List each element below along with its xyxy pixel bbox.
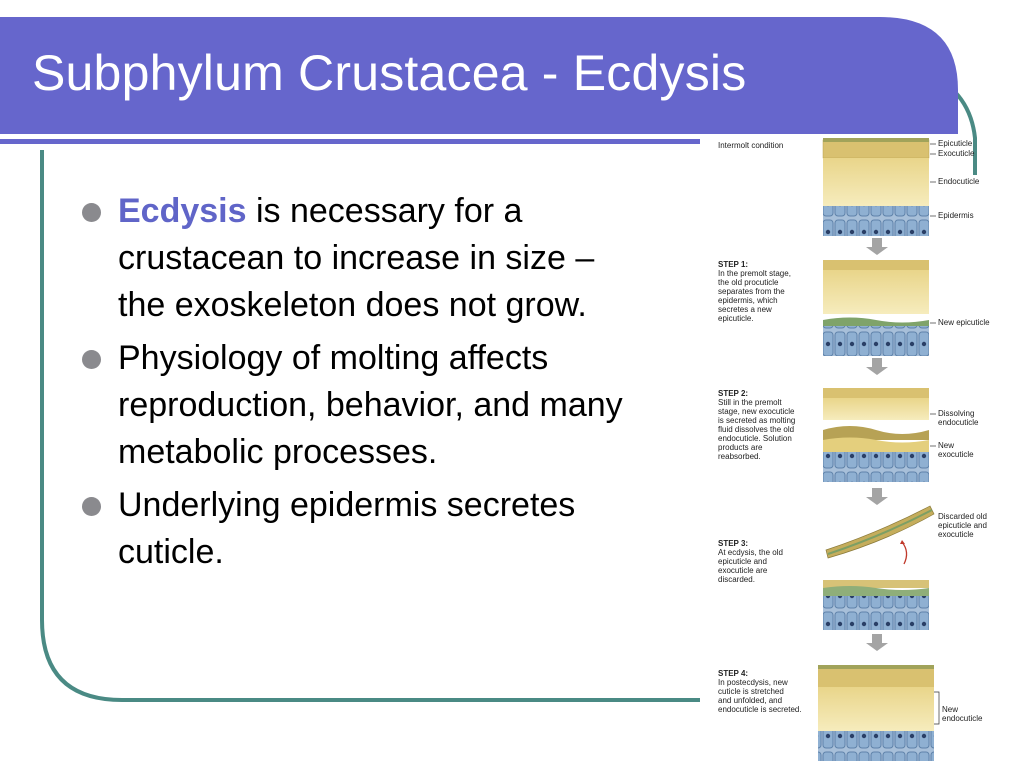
label-new-exocuticle: New exocuticle bbox=[938, 441, 974, 459]
arrow-down-icon bbox=[866, 358, 888, 375]
step4-line: endocuticle is secreted. bbox=[718, 705, 802, 714]
label-epidermis: Epidermis bbox=[938, 211, 974, 220]
step2-line: is secreted as molting bbox=[718, 416, 796, 425]
bullet-icon bbox=[82, 203, 101, 222]
title-bar-underline bbox=[0, 139, 700, 144]
arrow-down-icon bbox=[866, 238, 888, 255]
epidermis-layer bbox=[823, 206, 929, 236]
step4-section bbox=[718, 665, 983, 761]
bullet-text: Underlying epidermis secretes cuticle. bbox=[118, 486, 576, 571]
endocuticle-layer bbox=[823, 158, 929, 206]
arrow-down-icon bbox=[866, 634, 888, 651]
bullet-item bbox=[80, 482, 650, 576]
intermolt-section bbox=[718, 138, 980, 236]
step4-heading: STEP 4: bbox=[718, 669, 749, 678]
label-dissolving-endocuticle: Dissolving endocuticle bbox=[938, 409, 979, 427]
bullet-item bbox=[80, 188, 650, 329]
step1-line: epicuticle. bbox=[718, 314, 754, 323]
step1-line: In the premolt stage, bbox=[718, 269, 791, 278]
bullet-icon bbox=[82, 497, 101, 516]
step1-line: separates from the bbox=[718, 287, 785, 296]
step1-line: epidermis, which bbox=[718, 296, 778, 305]
bullet-icon bbox=[82, 350, 101, 369]
step4-line: and unfolded, and bbox=[718, 696, 783, 705]
label-epicuticle: Epicuticle bbox=[938, 139, 973, 148]
step4-line: cuticle is stretched bbox=[718, 687, 784, 696]
step3-line: epicuticle and bbox=[718, 557, 767, 566]
label-new-epicuticle: New epicuticle bbox=[938, 318, 990, 327]
step3-line: discarded. bbox=[718, 575, 755, 584]
step2-line: Still in the premolt bbox=[718, 398, 782, 407]
step1-section bbox=[718, 260, 990, 356]
step2-line: endocuticle. Solution bbox=[718, 434, 792, 443]
exocuticle-layer bbox=[823, 140, 929, 158]
bullet-item bbox=[80, 335, 650, 476]
arrow-down-icon bbox=[866, 488, 888, 505]
intermolt-caption: Intermolt condition bbox=[718, 141, 784, 150]
step2-heading: STEP 2: bbox=[718, 389, 749, 398]
step2-line: products are bbox=[718, 443, 763, 452]
step2-line: fluid dissolves the old bbox=[718, 425, 795, 434]
step3-line: At ecdysis, the old bbox=[718, 548, 783, 557]
step3-heading: STEP 3: bbox=[718, 539, 749, 548]
step2-line: reabsorbed. bbox=[718, 452, 761, 461]
label-new-endocuticle: New endocuticle bbox=[942, 705, 983, 723]
step2-line: stage, new exocuticle bbox=[718, 407, 795, 416]
step4-line: In postecdysis, new bbox=[718, 678, 788, 687]
slide-title: Subphylum Crustacea - Ecdysis bbox=[32, 45, 747, 101]
step1-line: secretes a new bbox=[718, 305, 772, 314]
step1-line: the old procuticle bbox=[718, 278, 779, 287]
bullet-keyword: Ecdysis bbox=[118, 192, 247, 230]
bullet-text: Physiology of molting affects reproduction, behavior, and many metabolic processes. bbox=[118, 339, 623, 471]
bullet-list bbox=[80, 188, 650, 582]
bullet-text: is necessary for a crustacean to increase in size – the exoskeleton does not grow. bbox=[118, 192, 595, 324]
epicuticle-layer bbox=[823, 138, 929, 142]
step3-line: exocuticle are bbox=[718, 566, 768, 575]
peel-arrow-icon bbox=[902, 542, 907, 564]
label-exocuticle: Exocuticle bbox=[938, 149, 975, 158]
step2-section bbox=[718, 388, 979, 482]
ecdysis-diagram bbox=[690, 134, 1010, 764]
label-endocuticle: Endocuticle bbox=[938, 177, 980, 186]
step3-section bbox=[718, 506, 989, 630]
step1-heading: STEP 1: bbox=[718, 260, 749, 269]
discarded-cuticle bbox=[826, 506, 934, 558]
label-discarded-cuticle: Discarded old epicuticle and exocuticle bbox=[938, 512, 987, 539]
